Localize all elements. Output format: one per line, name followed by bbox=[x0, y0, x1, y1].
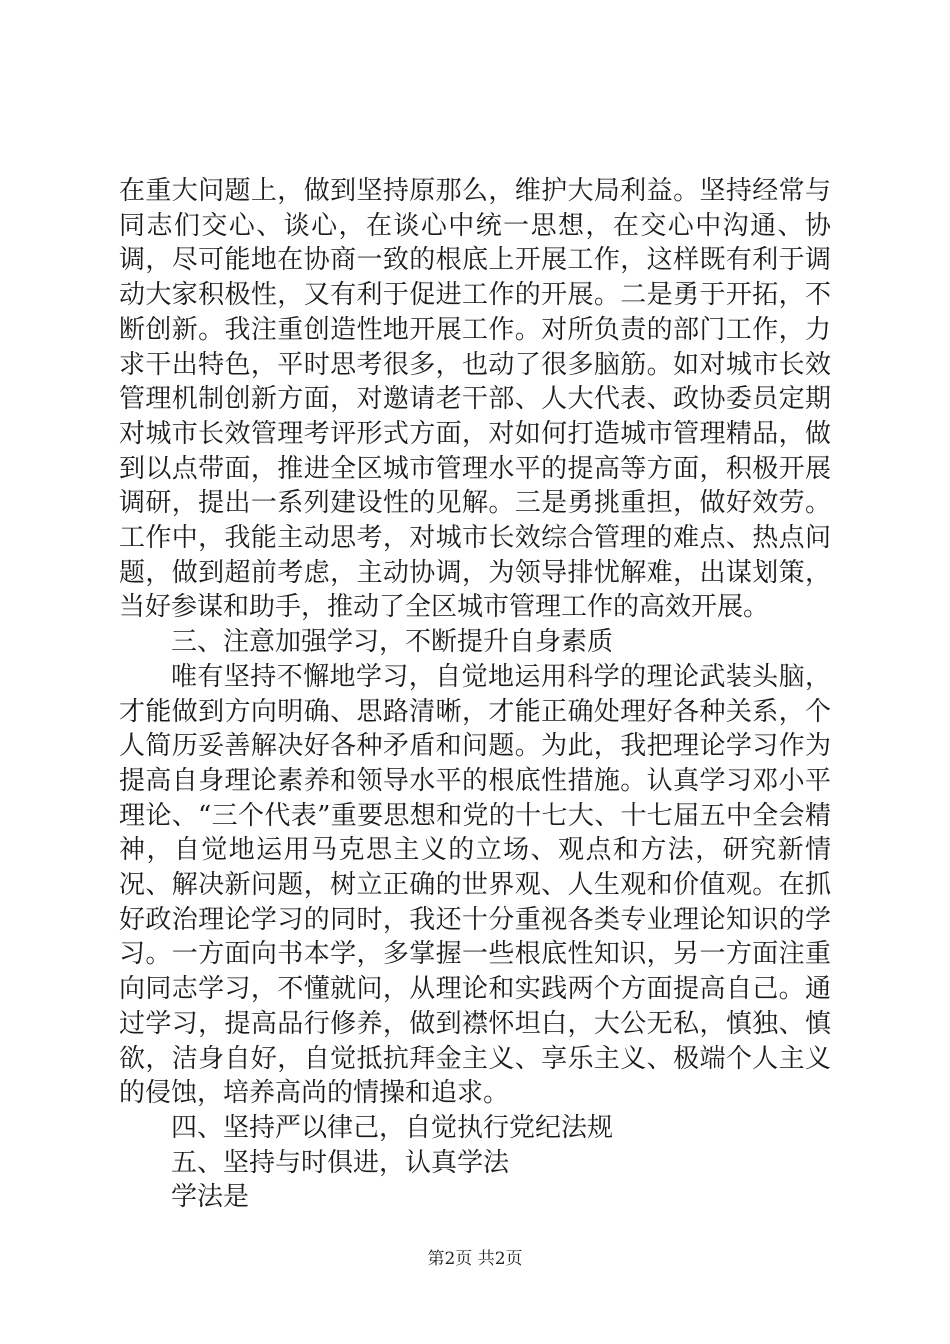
paragraph-study: 唯有坚持不懈地学习，自觉地运用科学的理论武装头脑，才能做到方向明确、思路清晰，才能正确处理好各种关系，个人简历妥善解决好各种矛盾和问题。为此，我把理论学习作为提高自身理论素养和领导水平的根底性措施。认真学习邓小平理论、“三个代表”重要思想和党的十七大、十七届五中全会精神，自觉地运用马克思主义的立场、观点和方法，研究新情况、解决新问题，树立正确的世界观、人生观和价值观。在抓好政治理论学习的同时，我还十分重视各类专业理论知识的学习。一方面向书本学，多掌握一些根底性知识，另一方面注重向同志学习，不懂就问，从理论和实践两个方面提高自己。通过学习，提高品行修养，做到襟怀坦白，大公无私，慎独、慎欲，洁身自好，自觉抵抗拜金主义、享乐主义、极端个人主义的侵蚀，培养高尚的情操和追求。 bbox=[119, 661, 831, 1109]
document-body bbox=[119, 174, 831, 1215]
section-heading-5: 五、坚持与时俱进，认真学法 bbox=[171, 1147, 510, 1178]
page-footer: 第2页 共2页 bbox=[427, 1249, 523, 1269]
paragraph-continuation: 在重大问题上，做到坚持原那么，维护大局利益。坚持经常与同志们交心、谈心，在谈心中统一思想，在交心中沟通、协调，尽可能地在协商一致的根底上开展工作，这样既有利于调动大家积极性，又有利于促进工作的开展。二是勇于开拓，不断创新。我注重创造性地开展工作。对所负责的部门工作，力求干出特色，平时思考很多，也动了很多脑筋。如对城市长效管理机制创新方面，对邀请老干部、人大代表、政协委员定期对城市长效管理考评形式方面，对如何打造城市管理精品，做到以点带面，推进全区城市管理水平的提高等方面，积极开展调研，提出一系列建设性的见解。三是勇挑重担，做好效劳。工作中，我能主动思考，对城市长效综合管理的难点、热点问题，做到超前考虑，主动协调，为领导排忧解难，出谋划策，当好参谋和助手，推动了全区城市管理工作的高效开展。 bbox=[119, 176, 831, 623]
paragraph-fragment: 学法是 bbox=[171, 1182, 250, 1213]
section-heading-4: 四、坚持严以律己，自觉执行党纪法规 bbox=[171, 1112, 614, 1143]
section-heading-3: 三、注意加强学习，不断提升自身素质 bbox=[171, 627, 614, 658]
